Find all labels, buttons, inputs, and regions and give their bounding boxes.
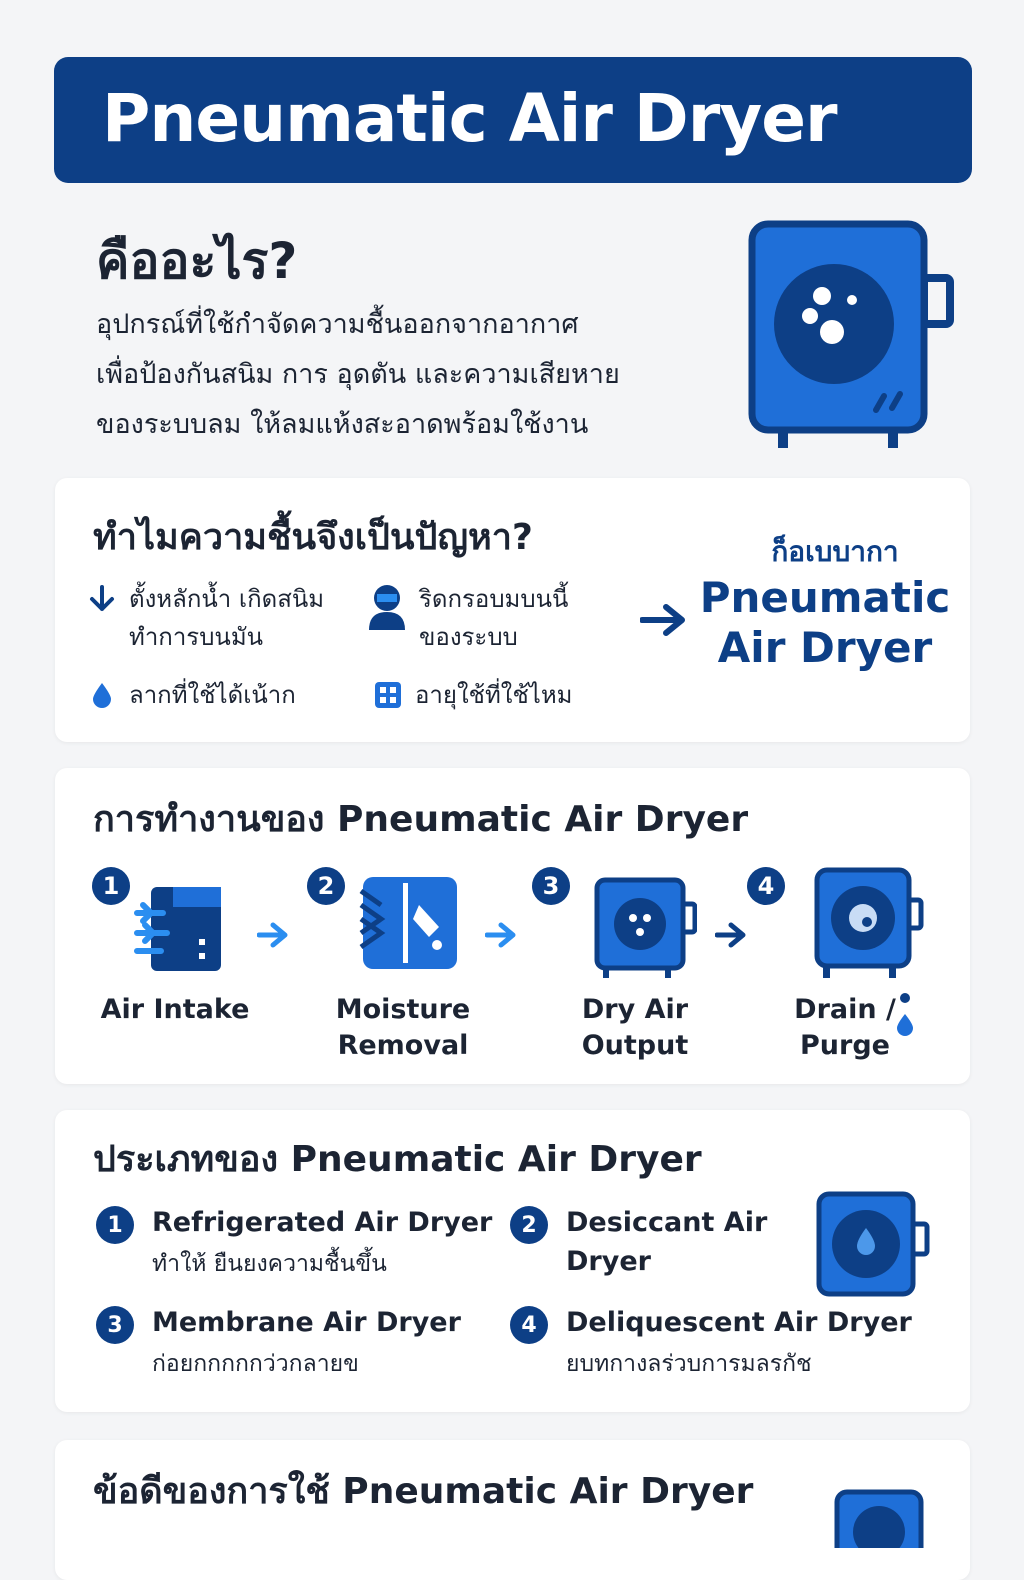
step-number: 1 bbox=[92, 867, 130, 905]
problem-text: ลากที่ใช้ได้เน้าก bbox=[129, 681, 296, 709]
what-line: ของระบบลม ให้ลมแห้งสะอาดพร้อมใช้งาน bbox=[96, 409, 589, 440]
step-number: 3 bbox=[532, 867, 570, 905]
air-intake-icon bbox=[133, 883, 223, 973]
step-number: 2 bbox=[307, 867, 345, 905]
step-label-line: Dry Air bbox=[581, 994, 689, 1025]
grid-icon bbox=[371, 678, 405, 712]
type-description: ยบทกางลร่วบการมลรกัช bbox=[566, 1351, 812, 1377]
type-description: ทำให้ ยืนยงความชื้นขึ้น bbox=[152, 1251, 387, 1277]
solution-title-line: Air Dryer bbox=[717, 623, 933, 672]
arrow-down-icon bbox=[85, 582, 119, 616]
worker-icon bbox=[365, 582, 409, 632]
how-card bbox=[55, 768, 970, 1084]
title-banner bbox=[54, 57, 972, 183]
solution-caption: ก็อเบบากา bbox=[771, 535, 899, 568]
type-name: Deliquescent Air Dryer bbox=[566, 1307, 912, 1338]
water-drop-icon bbox=[85, 678, 119, 712]
type-description: Dryer bbox=[566, 1246, 651, 1277]
problem-item bbox=[85, 580, 324, 656]
problem-item bbox=[85, 676, 296, 714]
step-label-line: Output bbox=[581, 1030, 689, 1061]
dry-air-output-icon bbox=[593, 876, 697, 980]
what-line: อุปกรณ์ที่ใช้กำจัดความชื้นออกจากอากาศ bbox=[96, 309, 579, 340]
step-label bbox=[85, 992, 265, 1028]
air-dryer-unit-icon bbox=[748, 220, 958, 450]
problem-text: ของระบบ bbox=[419, 623, 518, 651]
flow-arrow-icon bbox=[257, 920, 291, 950]
what-description bbox=[96, 300, 696, 450]
why-card bbox=[55, 478, 970, 742]
problem-item bbox=[365, 580, 568, 656]
problem-text: ทำการบนมัน bbox=[129, 623, 264, 651]
type-name: Desiccant Air bbox=[566, 1207, 768, 1238]
moisture-removal-icon bbox=[359, 875, 459, 971]
type-number: 2 bbox=[510, 1206, 548, 1244]
step-number: 4 bbox=[747, 867, 785, 905]
flow-arrow-icon bbox=[485, 920, 519, 950]
type-description: ก่อยกกกกกว่วกลายข bbox=[152, 1351, 359, 1377]
problem-text: ตั้งหลักน้ำ เกิดสนิม bbox=[129, 585, 325, 613]
step-label-line: Purge bbox=[800, 1030, 890, 1061]
benefits-card bbox=[55, 1440, 970, 1580]
problem-text: อายุใช้ที่ใช้ไหม bbox=[415, 681, 573, 709]
type-name: Membrane Air Dryer bbox=[152, 1307, 461, 1338]
type-number: 4 bbox=[510, 1306, 548, 1344]
problem-item bbox=[371, 676, 573, 714]
arrow-right-icon bbox=[640, 603, 688, 637]
flow-arrow-icon bbox=[715, 920, 749, 950]
step-label bbox=[313, 992, 493, 1064]
solution-title bbox=[695, 573, 955, 673]
step-label-line: Removal bbox=[337, 1030, 469, 1061]
problem-text: ริดกรอบมบนนี้ bbox=[419, 585, 569, 613]
step-label bbox=[545, 992, 725, 1064]
step-label-line: Moisture bbox=[335, 994, 471, 1025]
what-heading: คืออะไร? bbox=[96, 232, 298, 290]
benefits-heading: ข้อดีของการใช้ Pneumatic Air Dryer bbox=[93, 1471, 754, 1512]
step-label-line: Drain / bbox=[794, 994, 896, 1025]
air-dryer-icon bbox=[833, 1488, 933, 1548]
type-name: Refrigerated Air Dryer bbox=[152, 1207, 493, 1238]
types-card bbox=[55, 1110, 970, 1412]
page-title: Pneumatic Air Dryer bbox=[102, 80, 837, 157]
how-heading: การทำงานของ Pneumatic Air Dryer bbox=[93, 799, 749, 840]
step-label bbox=[755, 992, 935, 1064]
type-number: 3 bbox=[96, 1306, 134, 1344]
solution-title-line: Pneumatic bbox=[699, 573, 951, 622]
drain-purge-icon bbox=[813, 866, 925, 980]
step-label-line: Air Intake bbox=[100, 994, 250, 1025]
what-line: เพื่อป้องกันสนิม การ อุดตัน และความเสียหาย bbox=[96, 359, 620, 390]
types-heading: ประเภทของ Pneumatic Air Dryer bbox=[93, 1139, 702, 1180]
desiccant-dryer-icon bbox=[815, 1190, 933, 1302]
type-number: 1 bbox=[96, 1206, 134, 1244]
why-heading: ทำไมความชื้นจึงเป็นปัญหา? bbox=[93, 517, 533, 558]
